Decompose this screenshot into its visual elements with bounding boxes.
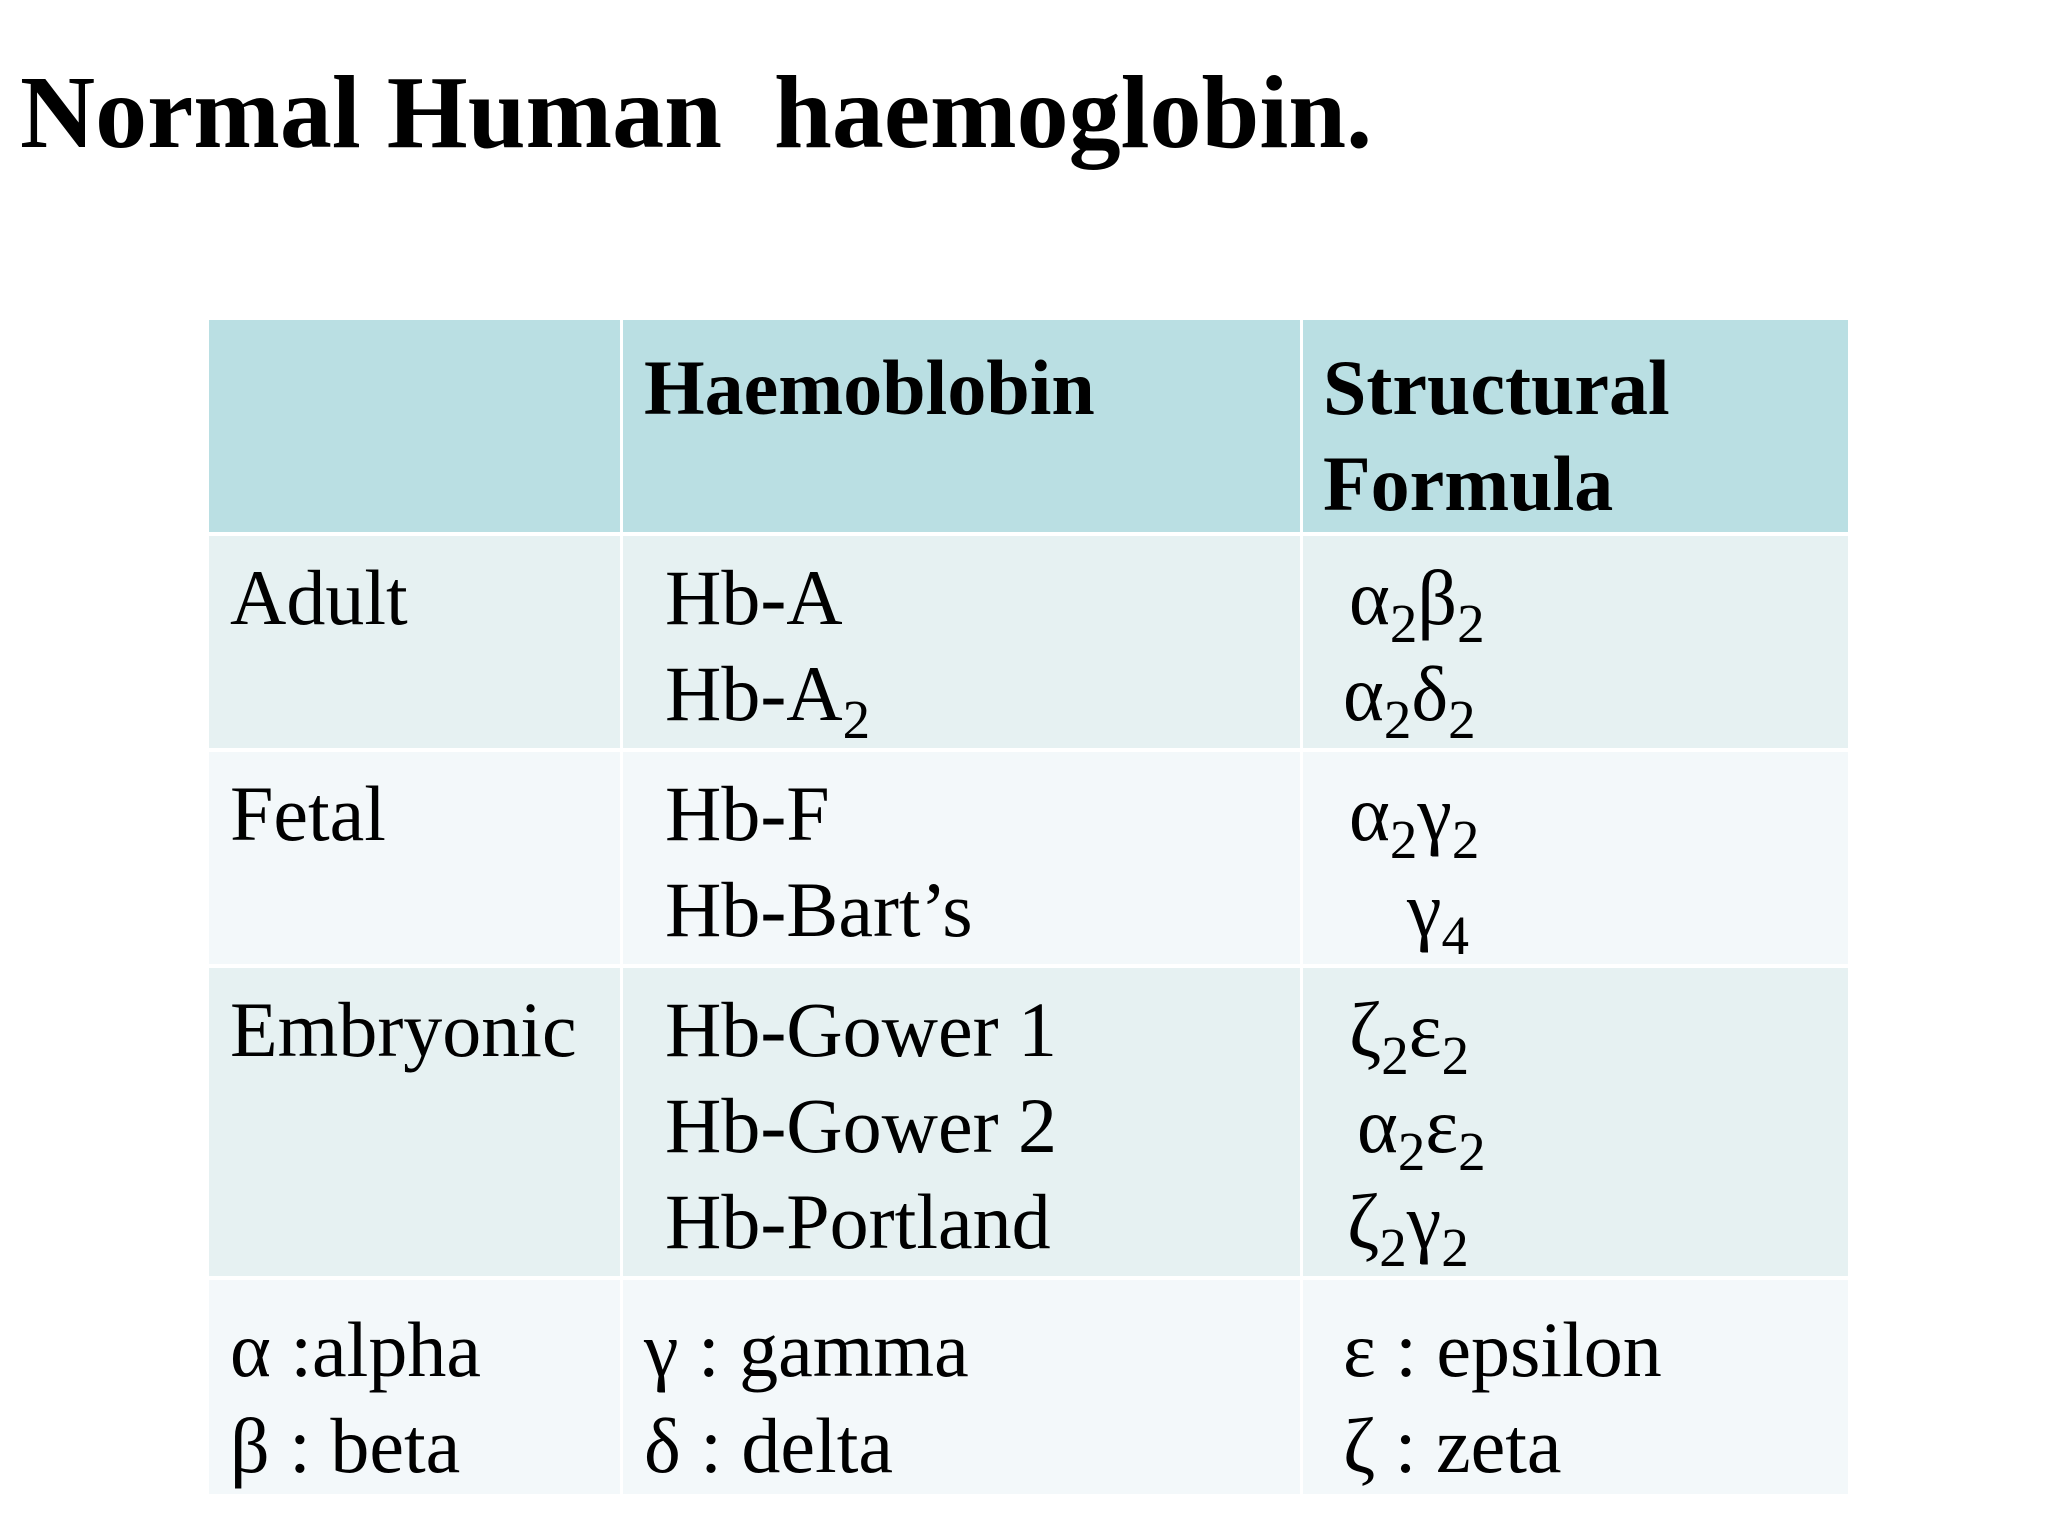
- formula-cell: [1302, 966, 1850, 1278]
- legend-entry: α :alpha: [230, 1306, 481, 1393]
- header-haemoglobin-label: Haemoblobin: [644, 344, 1095, 431]
- header-cell-empty: [208, 318, 622, 534]
- slide-title: Normal Human haemoglobin.: [20, 55, 1373, 170]
- legend-row: [208, 1278, 1850, 1496]
- category-cell: [208, 534, 622, 750]
- legend-entry: δ : delta: [644, 1402, 894, 1489]
- structural-formula: $\zeta_2\gamma_2$: [1347, 1178, 1469, 1278]
- table-row: [208, 534, 1850, 750]
- haemoglobin-name: Hb-Gower 2: [665, 1082, 1058, 1169]
- table-row: [208, 750, 1850, 966]
- legend-entry: β : beta: [230, 1402, 461, 1489]
- table-row: [208, 966, 1850, 1278]
- category-label: Adult: [230, 554, 408, 641]
- header-cell-haemoglobin: [622, 318, 1302, 534]
- structural-formula: $\alpha_2\beta_2$: [1349, 554, 1485, 654]
- haemoglobin-cell: [622, 534, 1302, 750]
- header-cell-structural-formula: [1302, 318, 1850, 534]
- legend-cell: [1302, 1278, 1850, 1496]
- legend-entry: ζ : zeta: [1343, 1402, 1562, 1489]
- haemoglobin-table: [206, 316, 1851, 1498]
- header-formula-label: Formula: [1323, 440, 1614, 527]
- category-label: Embryonic: [230, 986, 577, 1073]
- category-label: Fetal: [230, 770, 386, 857]
- formula-cell: [1302, 534, 1850, 750]
- structural-formula: $\alpha_2\delta_2$: [1343, 650, 1476, 750]
- haemoglobin-name: Hb-F: [665, 770, 830, 857]
- structural-formula: $\alpha_2\gamma_2$: [1349, 770, 1480, 870]
- structural-formula: $\alpha_2\varepsilon_2$: [1357, 1082, 1486, 1182]
- category-cell: [208, 966, 622, 1278]
- structural-formula: $\gamma_4$: [1407, 866, 1469, 966]
- haemoglobin-name: Hb-A: [665, 554, 843, 641]
- haemoglobin-name: Hb-Bart’s: [665, 866, 973, 953]
- structural-formula: $\zeta_2\varepsilon_2$: [1349, 986, 1470, 1086]
- legend-cell: [622, 1278, 1302, 1496]
- haemoglobin-name: Hb-Gower 1: [665, 986, 1058, 1073]
- table-header-row: [208, 318, 1850, 534]
- haemoglobin-cell: [622, 966, 1302, 1278]
- legend-cell: [208, 1278, 622, 1496]
- header-structural-label: Structural: [1323, 344, 1670, 431]
- haemoglobin-cell: [622, 750, 1302, 966]
- category-cell: [208, 750, 622, 966]
- legend-entry: ε : epsilon: [1343, 1306, 1662, 1393]
- haemoglobin-name: Hb-Portland: [665, 1178, 1051, 1265]
- legend-entry: γ : gamma: [644, 1306, 969, 1393]
- formula-cell: [1302, 750, 1850, 966]
- haemoglobin-name: $Hb-A_2$: [665, 650, 871, 750]
